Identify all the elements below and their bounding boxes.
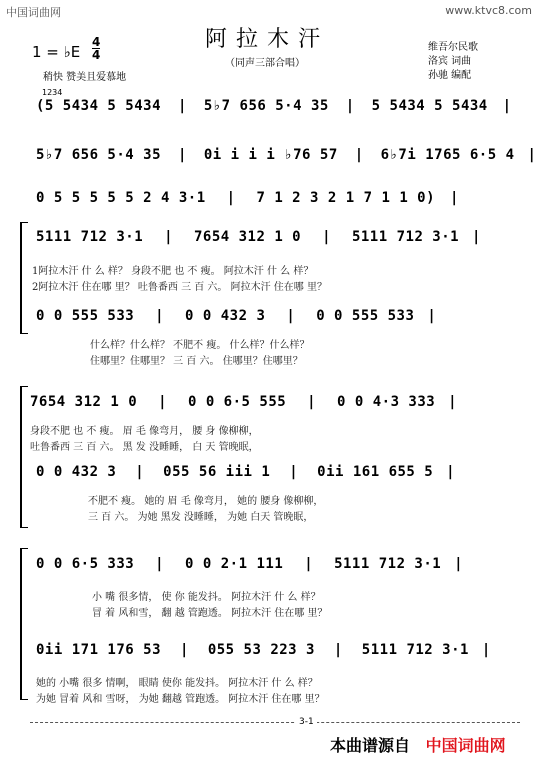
key-signature: 1 = ♭E — [32, 43, 81, 61]
source-label: 本曲谱源自 — [330, 736, 411, 755]
song-title: 阿拉木汗 — [205, 27, 330, 52]
site-watermark: 中国词曲网 — [6, 6, 61, 19]
measure: 7654 312 1 0 — [30, 394, 138, 410]
measure: 0 0 6·5 333 — [36, 556, 135, 572]
credit-arranger: 孙驰 编配 — [428, 70, 472, 81]
credit-lyricist: 洛宾 词曲 — [428, 56, 472, 67]
url-watermark: www.ktvc8.com — [445, 4, 532, 17]
lyrics-verse-1: 什么样？什么样？ 不肥不 瘦。 什么样？什么样？ — [90, 340, 310, 351]
brace-part-2 — [20, 386, 28, 528]
system-9: 0ii 171 176 53 | 055 53 223 3 | 5111 712 3·1 | — [36, 642, 491, 658]
measure: 0i i i i ♭76 57 — [203, 147, 338, 163]
time-signature: 4 4 — [92, 35, 101, 62]
system-1: (5 5434 5 5434 | 5♭7 656 5·4 35 | 5 5434 5 5434 | — [36, 98, 512, 114]
measure: 0 0 6·5 555 — [187, 394, 287, 410]
credits — [428, 41, 478, 83]
system-6: 7654 312 1 0 | 0 0 6·5 555 | 0 0 4·3 333 | — [30, 394, 458, 410]
measure: 5111 712 3·1 — [351, 229, 460, 245]
measure: 0 0 4·3 333 — [337, 394, 436, 410]
song-subtitle: （同声三部合唱） — [225, 58, 305, 69]
lyrics-verse-1: 她的 小嘴 很多 情啊， 眼睛 使你 能发抖。 阿拉木汗 什 么 样？ — [36, 678, 318, 689]
measure: 0 0 2·1 111 — [185, 556, 284, 572]
lyrics-verse-1: 身段不肥 也 不 瘦。 眉 毛 像弯月， 腰 身 像柳柳， — [30, 426, 259, 437]
measure: (5 5434 5 5434 — [36, 98, 162, 114]
system-8: 0 0 6·5 333 | 0 0 2·1 111 | 5111 712 3·1 | — [36, 556, 464, 572]
brace-part-1 — [20, 222, 28, 334]
measure: 0ii 171 176 53 — [36, 642, 162, 658]
source-site-link[interactable]: 中国词曲网 — [425, 736, 506, 755]
measure: 7654 312 1 0 — [193, 229, 302, 245]
lyrics-verse-2: 吐鲁番西 三 百 六。 黑 发 没睡睡， 白 天 管晚眠， — [30, 442, 259, 453]
lyrics-verse-2: 住哪里？住哪里？ 三 百 六。 住哪里？住哪里？ — [90, 356, 303, 367]
system-3: 0 5 5 5 5 5 2 4 3·1 | 7 1 2 3 2 1 7 1 1 0) | — [36, 190, 459, 206]
system-4: 5111 712 3·1 | 7654 312 1 0 | 5111 712 3·1 | — [36, 229, 481, 245]
measure: 0 0 432 3 — [36, 464, 117, 480]
credit-origin: 维吾尔民歌 — [428, 42, 478, 53]
lyrics-verse-1: 1阿拉木汗 什 么 样？ 身段不肥 也 不 瘦。 阿拉木汗 什 么 样？ — [32, 266, 314, 277]
system-5: 0 0 555 533 | 0 0 432 3 | 0 0 555 533 | — [36, 308, 437, 324]
tempo-marking: 稍快 赞美且爱慕地 — [43, 72, 127, 83]
page-number: 3-1 — [296, 717, 317, 727]
lyrics-verse-2: 三 百 六。 为她 黑发 没睡睡， 为她 白天 管晚眠， — [88, 512, 314, 523]
measure: 5111 712 3·1 — [36, 229, 144, 245]
lyrics-verse-1: 小 嘴 很多情， 使 你 能发抖。 阿拉木汗 什 么 样？ — [92, 592, 321, 603]
measure: 5♭7 656 5·4 35 — [36, 147, 162, 163]
measure: 7 1 2 3 2 1 7 1 1 0) — [256, 190, 436, 206]
source-credit — [330, 733, 506, 756]
volta-mark: 1234 — [42, 88, 63, 97]
lyrics-verse-1: 不肥不 瘦。 她的 眉 毛 像弯月， 她的 腰身 像柳柳， — [88, 496, 324, 507]
measure: 5♭7 656 5·4 35 — [203, 98, 329, 114]
measure: 0ii 161 655 5 — [317, 464, 434, 480]
brace-part-3 — [20, 548, 28, 700]
system-2: 5♭7 656 5·4 35 | 0i i i i ♭76 57 | 6♭7i 1765 6·5 4 | — [36, 147, 537, 163]
footer-divider — [30, 722, 520, 723]
lyrics-verse-2: 2阿拉木汗 住在哪 里？ 吐鲁番西 三 百 六。 阿拉木汗 住在哪 里？ — [32, 282, 327, 293]
measure: 6♭7i 1765 6·5 4 — [380, 147, 515, 163]
measure: 055 56 iii 1 — [163, 464, 271, 480]
measure: 0 0 555 533 — [36, 308, 135, 324]
lyrics-verse-2: 为她 冒着 风和 雪呀， 为她 翻越 管跑透。 阿拉木汗 住在哪 里？ — [36, 694, 325, 705]
measure: 0 5 5 5 5 5 2 4 3·1 — [36, 190, 206, 206]
lyrics-verse-2: 冒 着 风和雪， 翻 越 管跑透。 阿拉木汗 住在哪 里？ — [92, 608, 328, 619]
measure: 5111 712 3·1 — [334, 556, 442, 572]
measure: 5111 712 3·1 — [361, 642, 469, 658]
system-7: 0 0 432 3 | 055 56 iii 1 | 0ii 161 655 5 | — [36, 464, 456, 480]
measure: 0 0 555 533 — [316, 308, 415, 324]
measure: 5 5434 5 5434 — [371, 98, 488, 114]
measure: 0 0 432 3 — [185, 308, 266, 324]
measure: 055 53 223 3 — [207, 642, 315, 658]
